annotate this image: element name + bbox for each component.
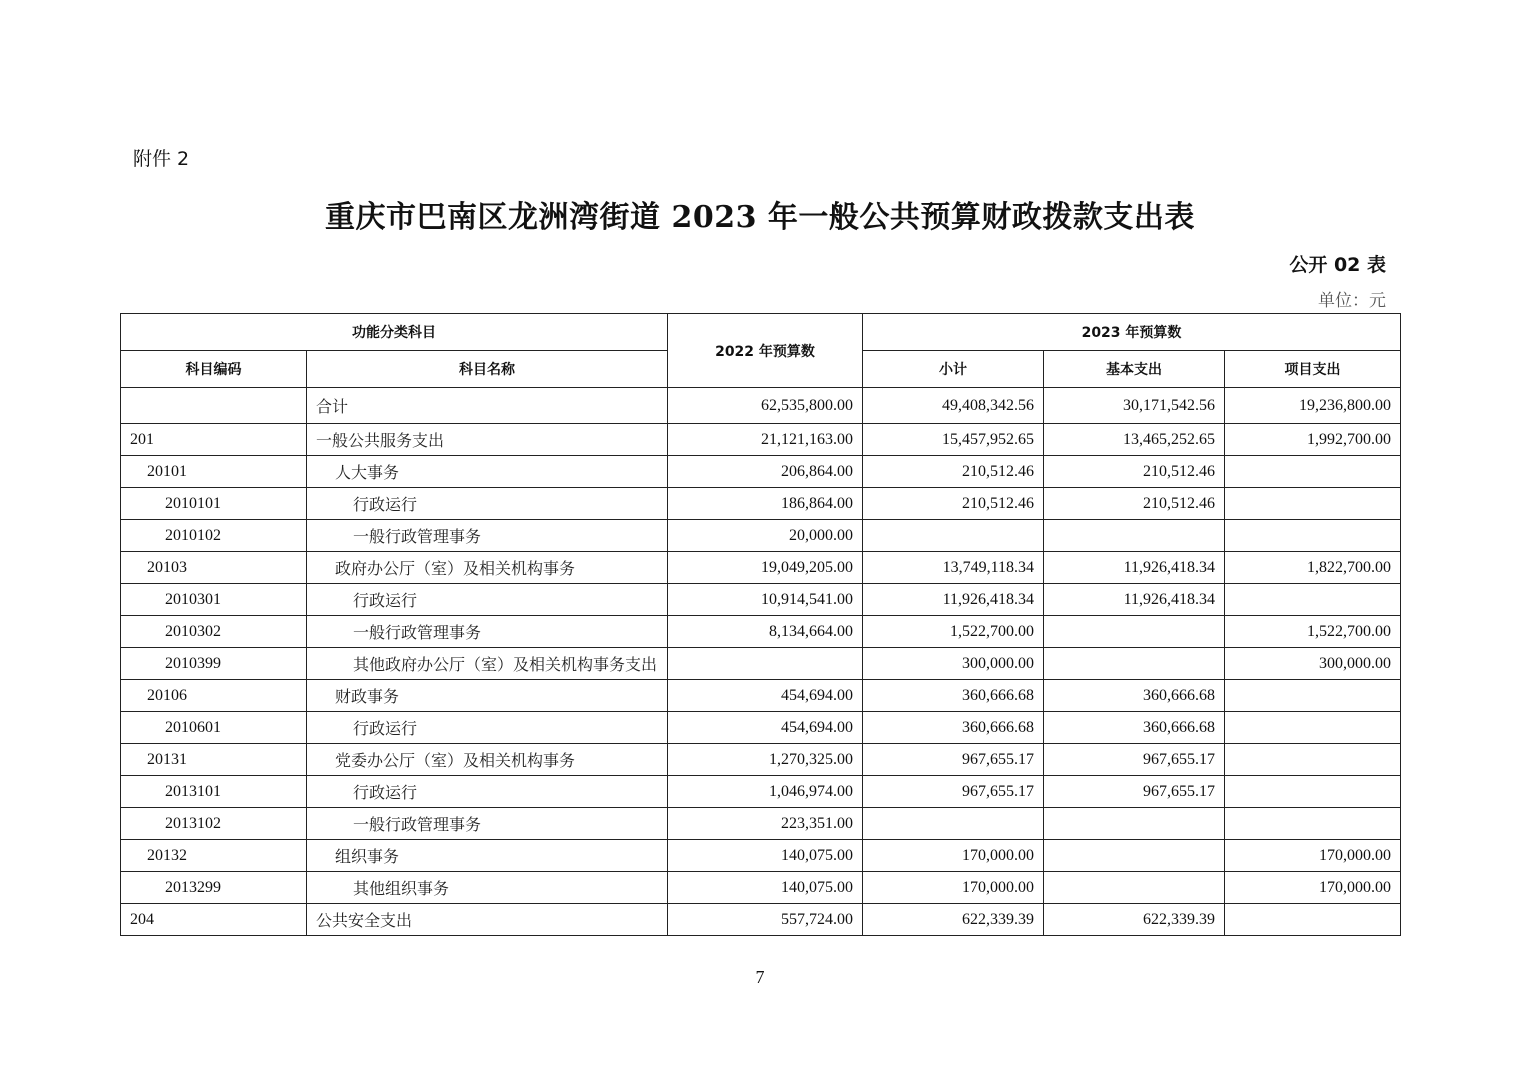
row-name: 一般行政管理事务 bbox=[307, 520, 668, 552]
row-project bbox=[1225, 808, 1401, 840]
row-subtotal: 622,339.39 bbox=[863, 904, 1044, 936]
row-subtotal: 170,000.00 bbox=[863, 840, 1044, 872]
row-basic: 11,926,418.34 bbox=[1044, 552, 1225, 584]
row-project bbox=[1225, 904, 1401, 936]
row-basic bbox=[1044, 616, 1225, 648]
row-name: 公共安全支出 bbox=[307, 904, 668, 936]
row-project bbox=[1225, 488, 1401, 520]
header-budget-2023: 2023 年预算数 bbox=[863, 314, 1401, 351]
header-budget-2022: 2022 年预算数 bbox=[668, 314, 863, 388]
row-basic: 360,666.68 bbox=[1044, 680, 1225, 712]
row-name: 行政运行 bbox=[307, 584, 668, 616]
row-code: 2010302 bbox=[121, 616, 307, 648]
row-code: 2013102 bbox=[121, 808, 307, 840]
row-subtotal bbox=[863, 520, 1044, 552]
header-code: 科目编码 bbox=[121, 351, 307, 388]
row-subtotal: 15,457,952.65 bbox=[863, 424, 1044, 456]
table-row bbox=[121, 904, 1401, 936]
header-name: 科目名称 bbox=[307, 351, 668, 388]
header-project: 项目支出 bbox=[1225, 351, 1401, 388]
row-basic bbox=[1044, 840, 1225, 872]
row-subtotal: 49,408,342.56 bbox=[863, 388, 1044, 424]
row-project: 170,000.00 bbox=[1225, 840, 1401, 872]
row-basic: 360,666.68 bbox=[1044, 712, 1225, 744]
row-subtotal bbox=[863, 808, 1044, 840]
row-subtotal: 13,749,118.34 bbox=[863, 552, 1044, 584]
row-project: 1,992,700.00 bbox=[1225, 424, 1401, 456]
row-project: 1,822,700.00 bbox=[1225, 552, 1401, 584]
table-row bbox=[121, 712, 1401, 744]
table-row bbox=[121, 680, 1401, 712]
row-budget-2022: 1,270,325.00 bbox=[668, 744, 863, 776]
row-budget-2022: 557,724.00 bbox=[668, 904, 863, 936]
row-name: 其他政府办公厅（室）及相关机构事务支出 bbox=[307, 648, 668, 680]
row-subtotal: 1,522,700.00 bbox=[863, 616, 1044, 648]
row-project bbox=[1225, 744, 1401, 776]
table-row bbox=[121, 488, 1401, 520]
row-budget-2022 bbox=[668, 648, 863, 680]
row-basic: 13,465,252.65 bbox=[1044, 424, 1225, 456]
row-basic: 210,512.46 bbox=[1044, 456, 1225, 488]
row-budget-2022: 19,049,205.00 bbox=[668, 552, 863, 584]
header-basic: 基本支出 bbox=[1044, 351, 1225, 388]
row-project: 1,522,700.00 bbox=[1225, 616, 1401, 648]
row-budget-2022: 8,134,664.00 bbox=[668, 616, 863, 648]
row-basic: 967,655.17 bbox=[1044, 776, 1225, 808]
row-name: 人大事务 bbox=[307, 456, 668, 488]
table-row bbox=[121, 744, 1401, 776]
table-row bbox=[121, 808, 1401, 840]
row-basic: 210,512.46 bbox=[1044, 488, 1225, 520]
table-row bbox=[121, 648, 1401, 680]
row-basic bbox=[1044, 808, 1225, 840]
table-row bbox=[121, 584, 1401, 616]
row-subtotal: 210,512.46 bbox=[863, 456, 1044, 488]
row-code: 2010301 bbox=[121, 584, 307, 616]
row-basic: 967,655.17 bbox=[1044, 744, 1225, 776]
header-subtotal: 小计 bbox=[863, 351, 1044, 388]
row-name: 合计 bbox=[307, 388, 668, 424]
row-project: 19,236,800.00 bbox=[1225, 388, 1401, 424]
budget-table bbox=[120, 313, 1401, 936]
row-basic: 30,171,542.56 bbox=[1044, 388, 1225, 424]
row-project bbox=[1225, 584, 1401, 616]
row-code: 20103 bbox=[121, 552, 307, 584]
row-project bbox=[1225, 712, 1401, 744]
row-basic bbox=[1044, 648, 1225, 680]
row-name: 行政运行 bbox=[307, 712, 668, 744]
row-code: 2010101 bbox=[121, 488, 307, 520]
row-code: 2010601 bbox=[121, 712, 307, 744]
row-budget-2022: 140,075.00 bbox=[668, 872, 863, 904]
row-code bbox=[121, 388, 307, 424]
row-name: 组织事务 bbox=[307, 840, 668, 872]
row-subtotal: 360,666.68 bbox=[863, 680, 1044, 712]
row-basic: 11,926,418.34 bbox=[1044, 584, 1225, 616]
table-body bbox=[121, 388, 1401, 936]
row-code: 2013101 bbox=[121, 776, 307, 808]
row-project bbox=[1225, 520, 1401, 552]
row-subtotal: 11,926,418.34 bbox=[863, 584, 1044, 616]
row-subtotal: 170,000.00 bbox=[863, 872, 1044, 904]
table-row bbox=[121, 424, 1401, 456]
row-code: 2010102 bbox=[121, 520, 307, 552]
table-row bbox=[121, 840, 1401, 872]
row-budget-2022: 454,694.00 bbox=[668, 680, 863, 712]
row-code: 20131 bbox=[121, 744, 307, 776]
attachment-label: 附件 2 bbox=[133, 148, 190, 170]
row-project bbox=[1225, 776, 1401, 808]
row-budget-2022: 21,121,163.00 bbox=[668, 424, 863, 456]
row-budget-2022: 223,351.00 bbox=[668, 808, 863, 840]
row-name: 一般行政管理事务 bbox=[307, 616, 668, 648]
header-func-class: 功能分类科目 bbox=[121, 314, 668, 351]
row-name: 行政运行 bbox=[307, 488, 668, 520]
page-title: 重庆市巴南区龙洲湾街道 2023 年一般公共预算财政拨款支出表 bbox=[325, 200, 1195, 235]
row-subtotal: 967,655.17 bbox=[863, 744, 1044, 776]
table-row bbox=[121, 388, 1401, 424]
row-project bbox=[1225, 680, 1401, 712]
row-project: 300,000.00 bbox=[1225, 648, 1401, 680]
page-number: 7 bbox=[755, 967, 765, 987]
row-code: 2013299 bbox=[121, 872, 307, 904]
row-budget-2022: 140,075.00 bbox=[668, 840, 863, 872]
row-budget-2022: 206,864.00 bbox=[668, 456, 863, 488]
table-row bbox=[121, 552, 1401, 584]
row-budget-2022: 454,694.00 bbox=[668, 712, 863, 744]
row-name: 党委办公厅（室）及相关机构事务 bbox=[307, 744, 668, 776]
row-name: 行政运行 bbox=[307, 776, 668, 808]
table-row bbox=[121, 520, 1401, 552]
table-row bbox=[121, 456, 1401, 488]
row-name: 一般行政管理事务 bbox=[307, 808, 668, 840]
row-code: 201 bbox=[121, 424, 307, 456]
row-basic: 622,339.39 bbox=[1044, 904, 1225, 936]
row-budget-2022: 62,535,800.00 bbox=[668, 388, 863, 424]
row-budget-2022: 186,864.00 bbox=[668, 488, 863, 520]
table-row bbox=[121, 616, 1401, 648]
row-subtotal: 967,655.17 bbox=[863, 776, 1044, 808]
row-name: 财政事务 bbox=[307, 680, 668, 712]
row-project: 170,000.00 bbox=[1225, 872, 1401, 904]
row-name: 其他组织事务 bbox=[307, 872, 668, 904]
row-project bbox=[1225, 456, 1401, 488]
row-code: 20132 bbox=[121, 840, 307, 872]
row-subtotal: 210,512.46 bbox=[863, 488, 1044, 520]
row-code: 20101 bbox=[121, 456, 307, 488]
row-subtotal: 360,666.68 bbox=[863, 712, 1044, 744]
row-budget-2022: 1,046,974.00 bbox=[668, 776, 863, 808]
row-basic bbox=[1044, 872, 1225, 904]
form-number: 公开 02 表 bbox=[1289, 254, 1386, 276]
table-row bbox=[121, 872, 1401, 904]
row-subtotal: 300,000.00 bbox=[863, 648, 1044, 680]
row-code: 20106 bbox=[121, 680, 307, 712]
row-code: 2010399 bbox=[121, 648, 307, 680]
row-budget-2022: 10,914,541.00 bbox=[668, 584, 863, 616]
row-basic bbox=[1044, 520, 1225, 552]
row-name: 一般公共服务支出 bbox=[307, 424, 668, 456]
unit-label: 单位：元 bbox=[1318, 291, 1386, 311]
row-budget-2022: 20,000.00 bbox=[668, 520, 863, 552]
row-code: 204 bbox=[121, 904, 307, 936]
table-row bbox=[121, 776, 1401, 808]
row-name: 政府办公厅（室）及相关机构事务 bbox=[307, 552, 668, 584]
